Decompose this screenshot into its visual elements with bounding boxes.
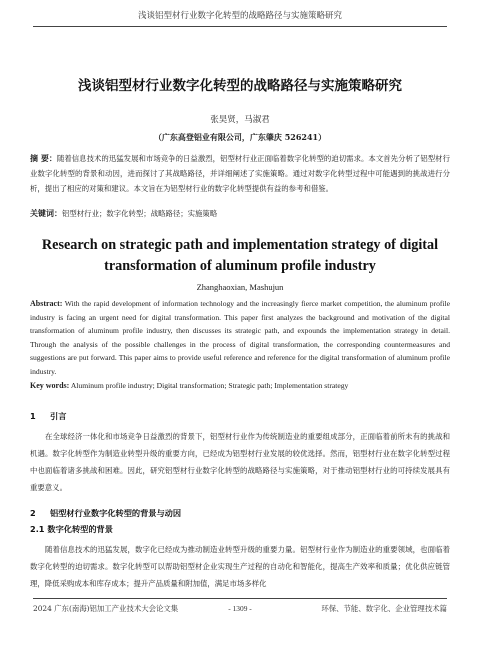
keywords-en-text: Aluminum profile industry; Digital transformation; Strategic path; Implementation strategy bbox=[70, 381, 349, 390]
footer-proceedings: 2024 广东(南海)铝加工产业技术大会论文集 bbox=[33, 604, 179, 613]
abstract-en-label: Abstract: bbox=[30, 299, 63, 308]
section-2-heading bbox=[30, 508, 181, 519]
affiliation-cn: （广东高登铝业有限公司，广东肇庆 526241） bbox=[153, 132, 327, 142]
section-2-number: 2 bbox=[30, 508, 36, 518]
section-1-number: 1 bbox=[30, 411, 36, 421]
authors-en: Zhanghaoxian, Mashujun bbox=[196, 282, 284, 292]
keywords-cn-label: 关键词： bbox=[30, 209, 62, 218]
keywords-en-label: Key words: bbox=[30, 381, 70, 390]
abstract-cn-text: 随着信息技术的迅猛发展和市场竞争的日益激烈，铝型材行业正面临着数字化转型的迫切需求。本文首先分析了铝型材行业数字化转型的背景和动因，进而探讨了其战略路径，并详细阐述了实施策略。通过对数字化转型过程中可能遇到的挑战进行分析，提出了相应的对策和建议。本文旨在为铝型材行业的数字化转型提供有益的参考和借鉴。 bbox=[30, 154, 450, 193]
footer-section: 环保、节能、数字化、企业管理技术篇 bbox=[321, 604, 447, 613]
abstract-en bbox=[30, 297, 450, 379]
abstract-en-text: With the rapid development of information technology and the increasingly fierce market competition, the aluminum profile industry is facing an urgent need for digital transformation. This paper first analyzes the background and motivation of the digital transformation of aluminum profile industry, then discusses its strategic path, and expounds the implementation strategy in detail. Through the analysis of the possible challenges in the process of digital transformation, the corresponding countermeasures and suggestions are put forward. This paper aims to provide useful reference and reference for the digital transformation of aluminum profile industry. bbox=[30, 299, 451, 376]
keywords-en bbox=[30, 379, 450, 392]
section-1-heading bbox=[30, 411, 66, 422]
title-cn: 浅谈铝型材行业数字化转型的战略路径与实施策略研究 bbox=[78, 78, 402, 94]
keywords-cn bbox=[30, 207, 450, 221]
section-2-1-number: 2.1 bbox=[30, 524, 45, 534]
section-2-title: 铝型材行业数字化转型的背景与动因 bbox=[50, 508, 182, 518]
title-en: Research on strategic path and implementation strategy of digital transformation of aluminum profile industry bbox=[41, 237, 439, 274]
abstract-cn bbox=[30, 151, 450, 196]
footer-page-number: - 1309 - bbox=[228, 604, 252, 613]
keywords-cn-text: 铝型材行业；数字化转型；战略路径；实施策略 bbox=[62, 209, 218, 218]
running-head: 浅谈铝型材行业数字化转型的战略路径与实施策略研究 bbox=[33, 6, 447, 27]
section-1-paragraph: 在全球经济一体化和市场竞争日益激烈的背景下，铝型材行业作为传统制造业的重要组成部分，正面临着前所未有的挑战和机遇。数字化转型作为制造业转型升级的重要方向，已经成为铝型材行业发展的较优选择。然而，铝型材行业在数字化转型过程中也面临着诸多挑战和困难。因此，研究铝型材行业数字化转型的战略路径与实施策略，对于推动铝型材行业的可持续发展具有重要意义。 bbox=[30, 432, 450, 492]
section-1-title: 引言 bbox=[50, 411, 67, 421]
abstract-cn-label: 摘 要： bbox=[30, 154, 57, 163]
section-2-1-heading bbox=[30, 524, 113, 535]
section-2-1-title: 数字化转型的背景 bbox=[47, 524, 113, 534]
page-footer bbox=[33, 598, 447, 619]
section-2-1-paragraph: 随着信息技术的迅猛发展，数字化已经成为推动制造业转型升级的重要力量。铝型材行业作为制造业的重要领域，也面临着数字化转型的迫切需求。数字化转型可以帮助铝型材企业实现生产过程的自动化和智能化，提高生产效率和质量；优化供应链管理，降低采购成本和库存成本；提升产品质量和附加值，满足市场多样化 bbox=[30, 545, 450, 588]
authors-cn: 张昊贤，马淑君 bbox=[210, 115, 270, 125]
